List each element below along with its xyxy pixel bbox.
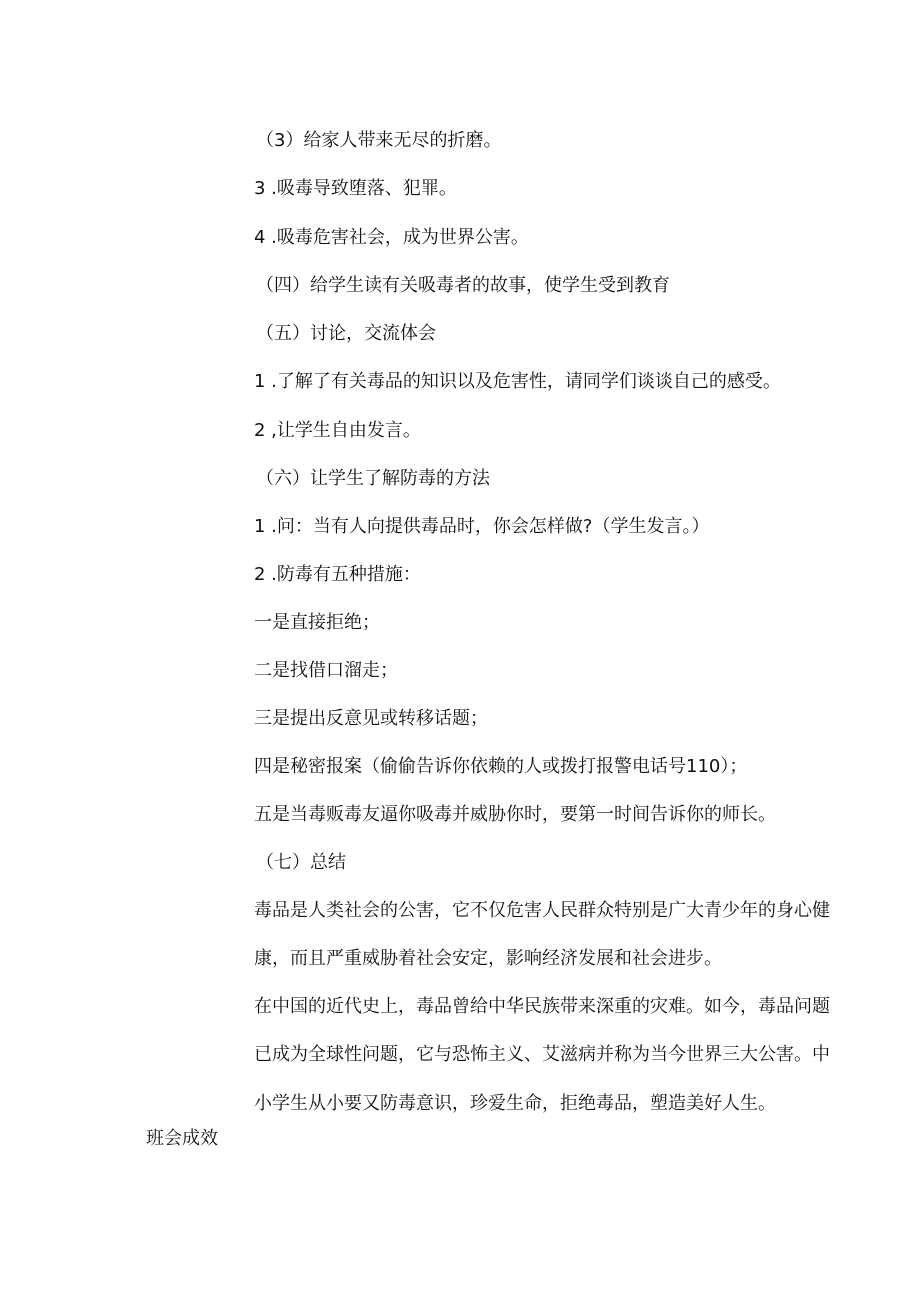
text-line-knowledge: 1 .了解了有关毒品的知识以及危害性，请同学们谈谈自己的感受。	[254, 371, 781, 392]
section-heading-methods: （六）让学生了解防毒的方法	[256, 468, 490, 489]
side-heading-outcome: 班会成效	[146, 1128, 218, 1149]
paragraph-summary-line-1: 毒品是人类社会的公害，它不仅危害人民群众特别是广大青少年的身心健	[254, 900, 830, 921]
section-heading-summary: （七）总结	[256, 852, 346, 873]
list-item-measure-5: 五是当毒贩毒友逼你吸毒并威胁你时，要第一时间告诉你的师长。	[254, 804, 776, 825]
text-line-public-hazard: 4 .吸毒危害社会，成为世界公害。	[254, 227, 529, 248]
paragraph-history-line-2: 已成为全球性问题，它与恐怖主义、艾滋病并称为当今世界三大公害。中	[254, 1044, 830, 1065]
section-heading-story: （四）给学生读有关吸毒者的故事，使学生受到教育	[256, 275, 670, 296]
list-item-measure-2: 二是找借口溜走；	[254, 660, 398, 681]
list-item-measure-4: 四是秘密报案（偷偷告诉你依赖的人或拨打报警电话号110）；	[254, 756, 748, 777]
text-line-question: 1 .问：当有人向提供毒品时，你会怎样做?（学生发言。）	[254, 516, 710, 537]
list-item-measure-1: 一是直接拒绝；	[254, 612, 380, 633]
list-item-measure-3: 三是提出反意见或转移话题；	[254, 708, 488, 729]
text-line-free-speech: 2 ,让学生自由发言。	[254, 420, 421, 441]
paragraph-history-line-1: 在中国的近代史上，毒品曾给中华民族带来深重的灾难。如今，毒品问题	[254, 996, 830, 1017]
paragraph-summary-line-2: 康，而且严重威胁着社会安定，影响经济发展和社会进步。	[254, 948, 722, 969]
section-heading-discussion: （五）讨论，交流体会	[256, 323, 436, 344]
text-line-torment: （3）给家人带来无尽的折磨。	[256, 130, 502, 151]
text-line-crime: 3 .吸毒导致堕落、犯罪。	[254, 178, 457, 199]
text-line-five-measures: 2 .防毒有五种措施：	[254, 564, 421, 585]
paragraph-history-line-3: 小学生从小要又防毒意识，珍爱生命，拒绝毒品，塑造美好人生。	[254, 1093, 776, 1114]
